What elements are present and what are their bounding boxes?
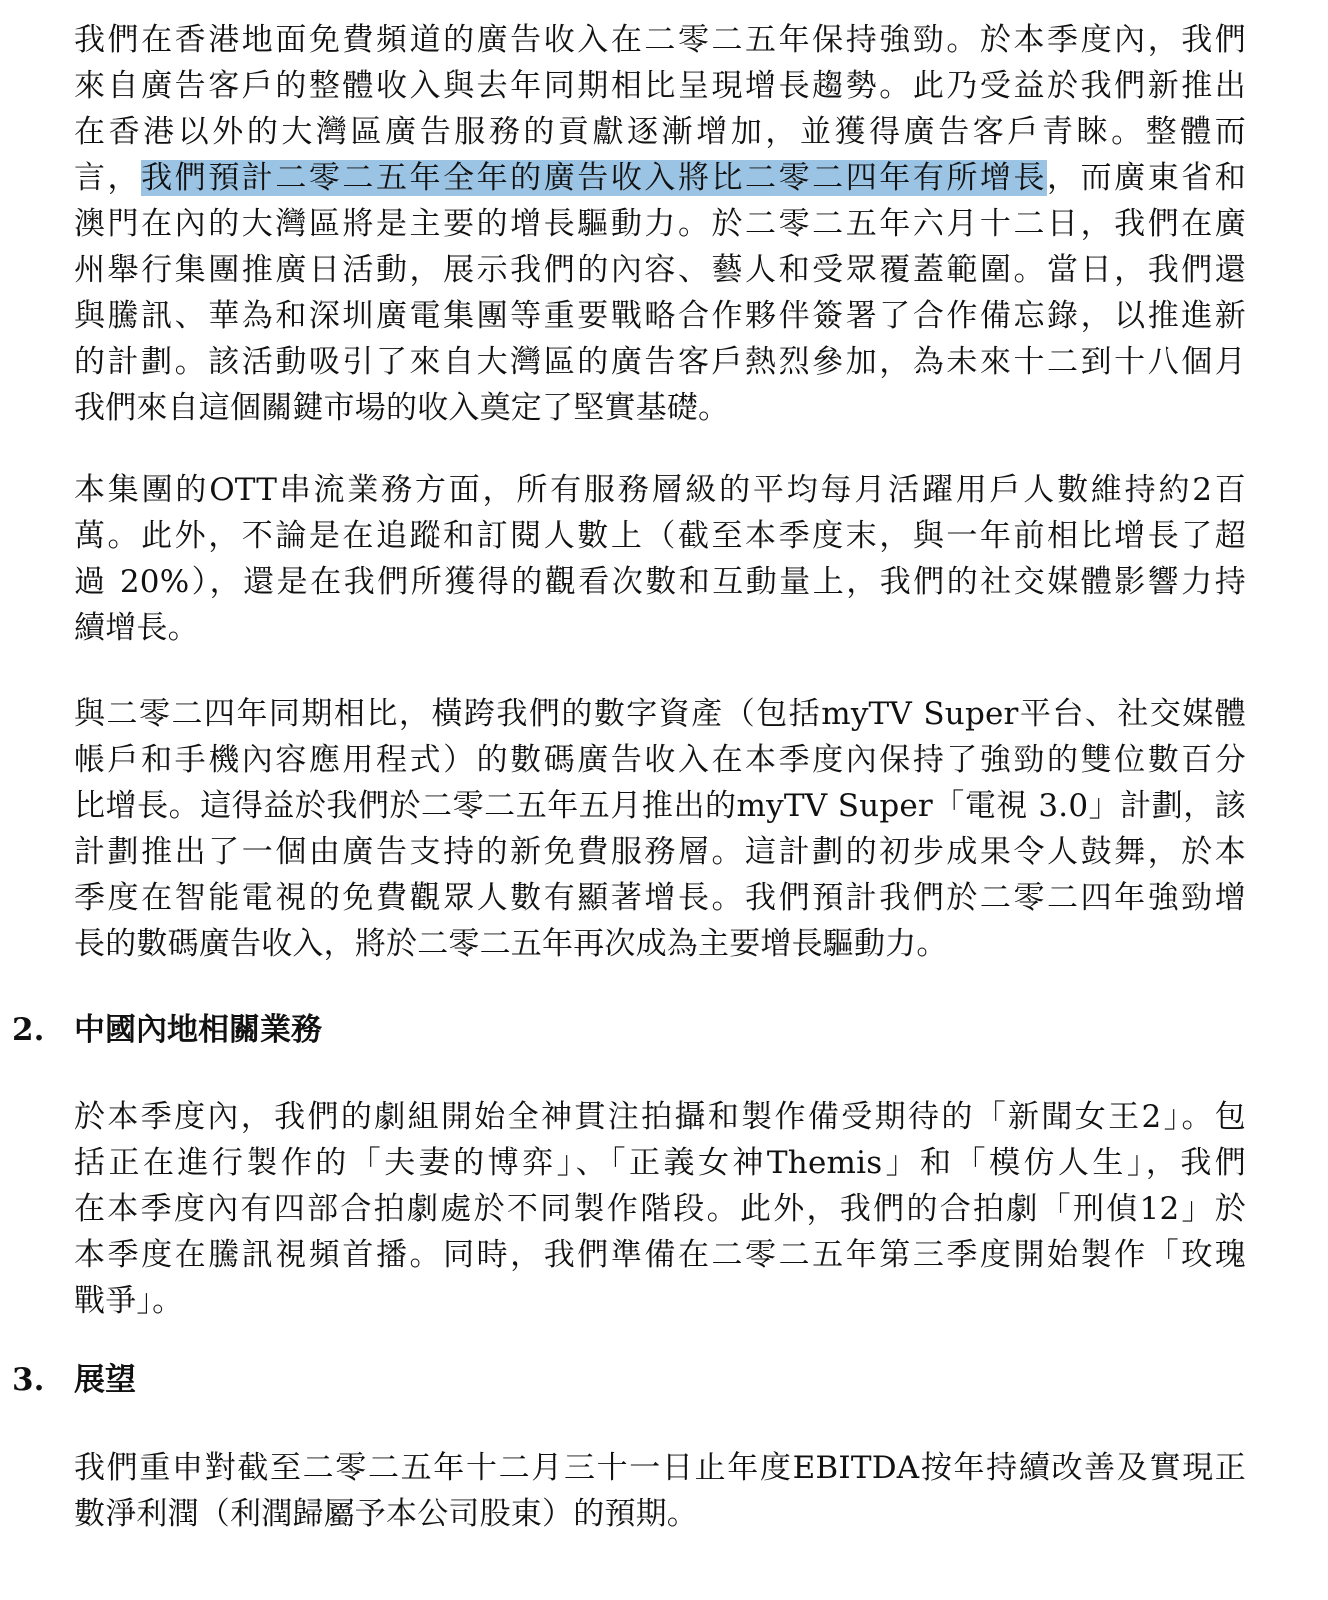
paragraph-mainland-business <box>74 1094 1246 1324</box>
paragraph-line: 過 20%），還是在我們所獲得的觀看次數和互動量上，我們的社交媒體影響力持 <box>74 564 1246 600</box>
paragraph-digital-advertising <box>74 691 1246 967</box>
paragraph-ott-streaming <box>74 467 1246 651</box>
paragraph-line: 帳戶和手機內容應用程式）的數碼廣告收入在本季度內保持了強勁的雙位數百分 <box>74 742 1246 778</box>
line-suffix: ，而廣東省和 <box>1047 160 1246 196</box>
paragraph-line: 的計劃。該活動吸引了來自大灣區的廣告客戶熱烈參加，為未來十二到十八個月 <box>74 344 1246 380</box>
paragraph-line: 我們在香港地面免費頻道的廣告收入在二零二五年保持強勁。於本季度內，我們 <box>74 22 1246 58</box>
section-heading-3 <box>12 1357 136 1403</box>
section-heading-2 <box>12 1007 322 1053</box>
paragraph-line: 比增長。這得益於我們於二零二五年五月推出的myTV Super「電視 3.0」計劃，該 <box>74 788 1246 824</box>
section-title: 展望 <box>74 1362 136 1398</box>
paragraph-line: 續增長。 <box>74 610 199 646</box>
paragraph-line: 於本季度內，我們的劇組開始全神貫注拍攝和製作備受期待的「新聞女王2」。包 <box>74 1099 1246 1135</box>
line-prefix: 言， <box>74 160 142 196</box>
paragraph-tv-advertising <box>74 17 1246 431</box>
section-number: 3. <box>12 1362 45 1398</box>
paragraph-line: 來自廣告客戶的整體收入與去年同期相比呈現增長趨勢。此乃受益於我們新推出 <box>74 68 1246 104</box>
paragraph-line: 與二零二四年同期相比，橫跨我們的數字資產（包括myTV Super平台、社交媒體 <box>74 696 1246 732</box>
paragraph-line: 我們重申對截至二零二五年十二月三十一日止年度EBITDA按年持續改善及實現正 <box>74 1450 1246 1486</box>
paragraph-line: 與騰訊、華為和深圳廣電集團等重要戰略合作夥伴簽署了合作備忘錄，以推進新 <box>74 298 1246 334</box>
paragraph-outlook <box>74 1445 1246 1537</box>
paragraph-line: 長的數碼廣告收入，將於二零二五年再次成為主要增長驅動力。 <box>74 926 948 962</box>
paragraph-line-highlighted <box>74 155 1246 201</box>
paragraph-line: 澳門在內的大灣區將是主要的增長驅動力。於二零二五年六月十二日，我們在廣 <box>74 206 1246 242</box>
paragraph-line: 計劃推出了一個由廣告支持的新免費服務層。這計劃的初步成果令人鼓舞，於本 <box>74 834 1246 870</box>
section-title: 中國內地相關業務 <box>74 1012 322 1048</box>
paragraph-line: 在本季度內有四部合拍劇處於不同製作階段。此外，我們的合拍劇「刑偵12」於 <box>74 1191 1246 1227</box>
paragraph-line: 本季度在騰訊視頻首播。同時，我們準備在二零二五年第三季度開始製作「玫瑰 <box>74 1237 1246 1273</box>
paragraph-line: 戰爭」。 <box>74 1283 184 1319</box>
paragraph-line: 在香港以外的大灣區廣告服務的貢獻逐漸增加，並獲得廣告客戶青睞。整體而 <box>74 114 1246 150</box>
highlighted-text-selection[interactable]: 我們預計二零二五年全年的廣告收入將比二零二四年有所增長 <box>141 160 1048 196</box>
section-number: 2. <box>12 1012 45 1048</box>
paragraph-line: 數淨利潤（利潤歸屬予本公司股東）的預期。 <box>74 1496 698 1532</box>
paragraph-line: 萬。此外，不論是在追蹤和訂閱人數上（截至本季度末，與一年前相比增長了超 <box>74 518 1246 554</box>
paragraph-line: 本集團的OTT串流業務方面，所有服務層級的平均每月活躍用戶人數維持約2百 <box>74 472 1246 508</box>
paragraph-line: 州舉行集團推廣日活動，展示我們的內容、藝人和受眾覆蓋範圍。當日，我們還 <box>74 252 1246 288</box>
paragraph-line: 季度在智能電視的免費觀眾人數有顯著增長。我們預計我們於二零二四年強勁增 <box>74 880 1246 916</box>
paragraph-line: 我們來自這個關鍵市場的收入奠定了堅實基礎。 <box>74 390 730 426</box>
paragraph-line: 括正在進行製作的「夫妻的博弈」、「正義女神Themis」和「模仿人生」，我們 <box>74 1145 1246 1181</box>
